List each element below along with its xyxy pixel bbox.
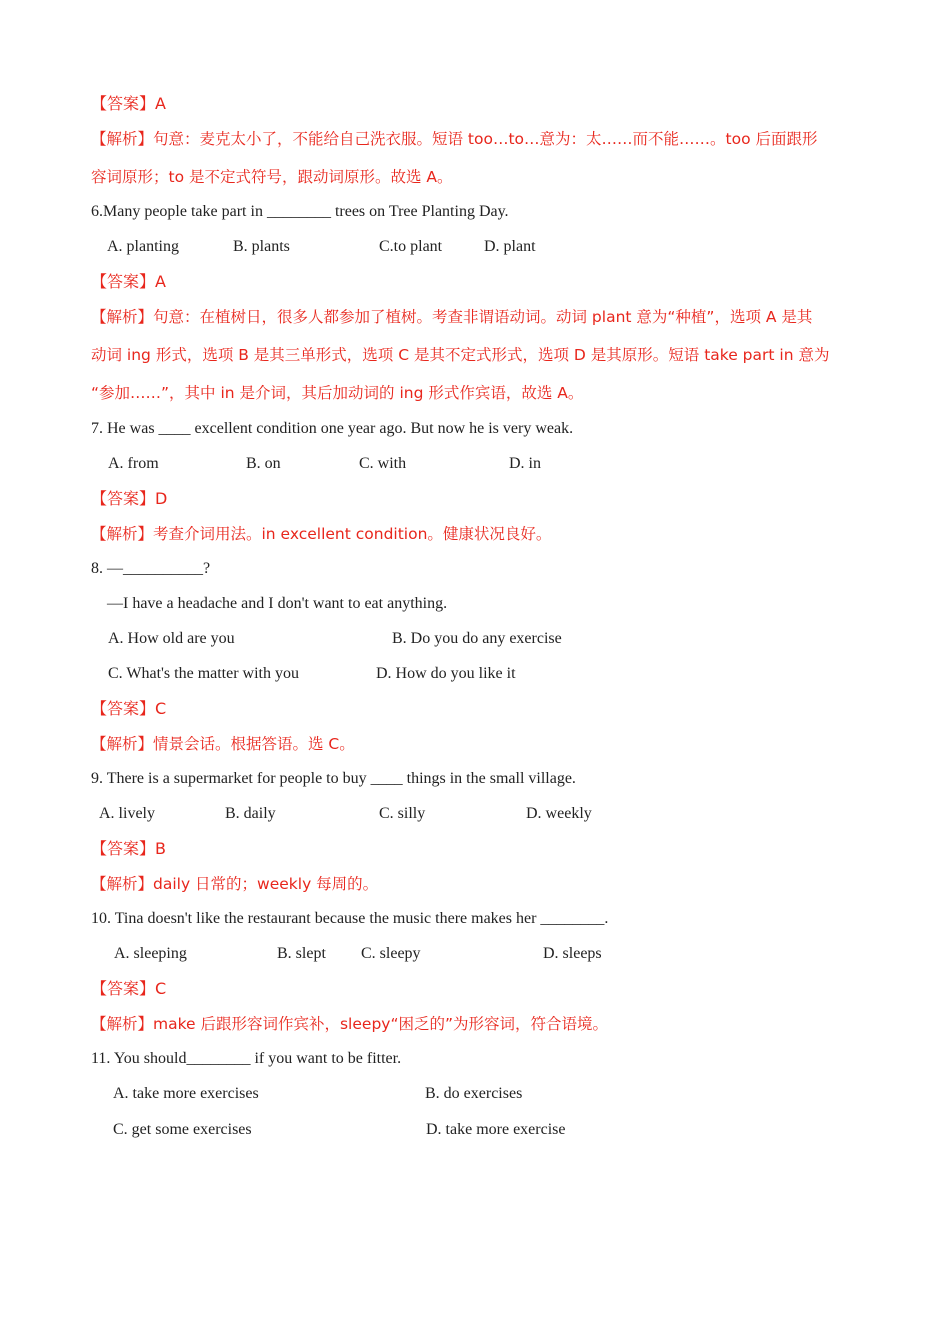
q8-stem: 8. —__________? [91, 560, 211, 577]
q10-analysis: 【解析】make 后跟形容词作宾补，sleepy“困乏的”为形容词，符合语境。 [91, 1015, 609, 1033]
q7-option-c: C. with [359, 455, 407, 472]
q9-analysis: 【解析】daily 日常的；weekly 每周的。 [91, 875, 379, 893]
q7-answer: 【答案】D [91, 489, 168, 508]
q11-option-d: D. take more exercise [426, 1121, 566, 1138]
q9-answer: 【答案】B [91, 839, 166, 858]
q11-option-c: C. get some exercises [113, 1121, 252, 1138]
q10-option-b: B. slept [277, 945, 326, 962]
q6-analysis-line2: 动词 ing 形式，选项 B 是其三单形式，选项 C 是其不定式形式，选项 D 是其原形。短语 take part in 意为 [91, 346, 830, 364]
q9-option-a: A. lively [99, 805, 155, 822]
q10-option-c: C. sleepy [361, 945, 421, 962]
q9-option-d: D. weekly [526, 805, 592, 822]
q7-option-b: B. on [246, 455, 281, 472]
q8-option-a: A. How old are you [108, 630, 235, 647]
q8-stem-reply: —I have a headache and I don't want to eat anything. [107, 595, 448, 612]
q5-analysis-line1: 【解析】句意：麦克太小了，不能给自己洗衣服。短语 too…to…意为：太……而不能……。too 后面跟形 [91, 130, 818, 148]
q11-stem: 11. You should________ if you want to be fitter. [91, 1050, 402, 1067]
q6-option-b: B. plants [233, 238, 290, 255]
q7-stem: 7. He was ____ excellent condition one year ago. But now he is very weak. [91, 420, 574, 437]
q6-analysis-line1: 【解析】句意：在植树日，很多人都参加了植树。考查非谓语动词。动词 plant 意为“种植”，选项 A 是其 [91, 308, 813, 326]
q9-option-b: B. daily [225, 805, 276, 822]
q10-answer: 【答案】C [91, 979, 167, 998]
q10-option-d: D. sleeps [543, 945, 602, 962]
q8-analysis: 【解析】情景会话。根据答语。选 C。 [91, 735, 355, 753]
q7-option-a: A. from [108, 455, 159, 472]
q9-option-c: C. silly [379, 805, 426, 822]
q10-stem: 10. Tina doesn't like the restaurant because the music there makes her ________. [91, 910, 609, 927]
q7-option-d: D. in [509, 455, 541, 472]
q6-option-d: D. plant [484, 238, 536, 255]
q8-option-b: B. Do you do any exercise [392, 630, 562, 647]
q11-option-b: B. do exercises [425, 1085, 523, 1102]
q11-option-a: A. take more exercises [113, 1085, 259, 1102]
q10-option-a: A. sleeping [114, 945, 187, 962]
q7-analysis: 【解析】考查介词用法。in excellent condition。健康状况良好。 [91, 525, 552, 543]
q6-option-c: C.to plant [379, 238, 443, 255]
q6-answer: 【答案】A [91, 272, 166, 291]
q8-option-d: D. How do you like it [376, 665, 516, 682]
q5-answer: 【答案】A [91, 94, 166, 113]
q6-analysis-line3: “参加……”，其中 in 是介词，其后加动词的 ing 形式作宾语，故选 A。 [91, 384, 584, 402]
q8-option-c: C. What's the matter with you [108, 665, 299, 682]
q8-answer: 【答案】C [91, 699, 167, 718]
q6-stem: 6.Many people take part in ________ trees on Tree Planting Day. [91, 203, 509, 220]
q5-analysis-line2: 容词原形；to 是不定式符号，跟动词原形。故选 A。 [91, 168, 453, 186]
q9-stem: 9. There is a supermarket for people to buy ____ things in the small village. [91, 770, 576, 787]
q6-option-a: A. planting [107, 238, 179, 255]
